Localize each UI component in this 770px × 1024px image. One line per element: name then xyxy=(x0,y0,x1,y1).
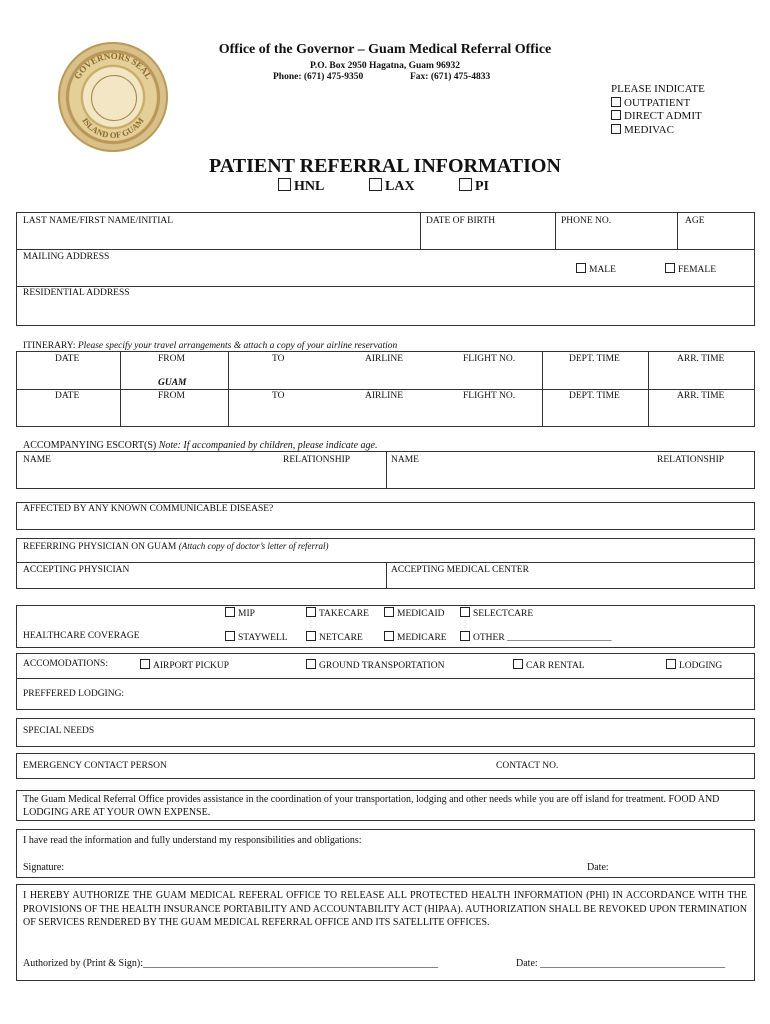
escort-heading: ACCOMPANYING ESCORT(S) Note: If accompanied by children, please indicate age. xyxy=(23,440,378,451)
itinerary-col-from: FROM xyxy=(158,354,185,364)
itinerary-heading: ITINERARY: Please specify your travel arrangements & attach a copy of your airline reservation xyxy=(23,341,398,351)
accepting-physician-field[interactable]: ACCEPTING PHYSICIAN xyxy=(23,565,130,575)
male-option[interactable]: MALE xyxy=(576,263,616,275)
office-phone: Phone: (671) 475-9350 xyxy=(273,72,364,82)
staywell-checkbox[interactable] xyxy=(225,631,235,641)
coverage-takecare[interactable]: TAKECARE xyxy=(306,607,369,619)
dob-field[interactable]: DATE OF BIRTH xyxy=(426,216,496,226)
signature-date-field[interactable]: Date: xyxy=(587,862,609,873)
itinerary-col-to: TO xyxy=(272,354,285,364)
direct-admit-option[interactable]: DIRECT ADMIT xyxy=(611,110,705,124)
lodging-checkbox[interactable] xyxy=(666,659,676,669)
itinerary-col-date: DATE xyxy=(55,354,80,364)
airport-pickup-option[interactable]: AIRPORT PICKUP xyxy=(140,659,229,671)
itinerary-col-arr: ARR. TIME xyxy=(677,354,725,364)
disease-field[interactable]: AFFECTED BY ANY KNOWN COMMUNICABLE DISEASE? xyxy=(23,504,274,514)
phone-field[interactable]: PHONE NO. xyxy=(561,216,612,226)
special-needs-section xyxy=(16,718,755,747)
destination-lax[interactable]: LAX xyxy=(369,178,415,195)
female-option[interactable]: FEMALE xyxy=(665,263,716,275)
form-title: PATIENT REFERRAL INFORMATION xyxy=(209,155,561,177)
preferred-lodging-field[interactable]: PREFFERED LODGING: xyxy=(23,689,125,699)
escort-name-field[interactable]: NAME xyxy=(23,455,51,465)
contact-no-field[interactable]: CONTACT NO. xyxy=(496,761,559,771)
female-checkbox[interactable] xyxy=(665,263,675,273)
selectcare-checkbox[interactable] xyxy=(460,607,470,617)
mailing-address-field[interactable]: MAILING ADDRESS xyxy=(23,252,110,262)
office-title: Office of the Governor – Guam Medical Referral Office xyxy=(218,42,552,57)
itinerary-row2-dept: DEPT. TIME xyxy=(569,391,620,401)
lax-checkbox[interactable] xyxy=(369,178,382,191)
office-fax: Fax: (671) 475-4833 xyxy=(410,72,491,82)
governors-seal-logo xyxy=(58,42,168,152)
coverage-medicare[interactable]: MEDICARE xyxy=(384,631,447,643)
hnl-checkbox[interactable] xyxy=(278,178,291,191)
medicaid-checkbox[interactable] xyxy=(384,607,394,617)
age-field[interactable]: AGE xyxy=(685,216,705,226)
emergency-contact-field[interactable]: EMERGENCY CONTACT PERSON xyxy=(23,761,167,771)
svg-text:ISLAND OF GUAM: ISLAND OF GUAM xyxy=(80,115,146,141)
itinerary-row2-date: DATE xyxy=(55,391,80,401)
netcare-checkbox[interactable] xyxy=(306,631,316,641)
itinerary-guam-label: GUAM xyxy=(158,378,187,388)
itinerary-row2-from: FROM xyxy=(158,391,185,401)
admission-type-group xyxy=(611,83,705,137)
authorization-date-field[interactable]: Date: _____________________________________ xyxy=(516,958,726,969)
airport-pickup-checkbox[interactable] xyxy=(140,659,150,669)
itinerary-col-dept: DEPT. TIME xyxy=(569,354,620,364)
coverage-selectcare[interactable]: SELECTCARE xyxy=(460,607,533,619)
ground-transport-checkbox[interactable] xyxy=(306,659,316,669)
destination-pi[interactable]: PI xyxy=(459,178,489,195)
authorized-by-field[interactable]: Authorized by (Print & Sign):___________________________________________________________ xyxy=(23,958,438,969)
patient-info-section xyxy=(16,212,755,326)
ground-transport-option[interactable]: GROUND TRANSPORTATION xyxy=(306,659,444,671)
escort2-name-field[interactable]: NAME xyxy=(391,455,419,465)
coverage-mip[interactable]: MIP xyxy=(225,607,255,619)
car-rental-checkbox[interactable] xyxy=(513,659,523,669)
patient-name-field[interactable]: LAST NAME/FIRST NAME/INITIAL xyxy=(23,216,174,226)
accepting-center-field[interactable]: ACCEPTING MEDICAL CENTER xyxy=(391,565,529,575)
itinerary-row2-airline: AIRLINE xyxy=(365,391,403,401)
direct-admit-checkbox[interactable] xyxy=(611,110,621,120)
itinerary-row2-arr: ARR. TIME xyxy=(677,391,725,401)
indicate-title: PLEASE INDICATE xyxy=(611,83,705,95)
svg-text:GOVERNORS SEAL: GOVERNORS SEAL xyxy=(72,50,154,81)
coverage-netcare[interactable]: NETCARE xyxy=(306,631,363,643)
office-address: P.O. Box 2950 Hagatna, Guam 96932 xyxy=(309,61,461,71)
destination-hnl[interactable]: HNL xyxy=(278,178,324,195)
itinerary-row2-to: TO xyxy=(272,391,285,401)
authorization-text: I HEREBY AUTHORIZE THE GUAM MEDICAL REFERAL OFFICE TO RELEASE ALL PROTECTED HEALTH INFORMATION (PHI) IN ACCORDANCE WITH THE PROVISIONS OF THE HEALTH INSURANCE PORTABILITY AND ACCOUNTABILITY ACT (HIPAA). AUTHORIZATION SHALL BE REVOKED UPON TERMINATION OF SERVICES RENDERED BY THE GUAM MEDICAL REFERRAL OFFICE AND ITS SATELLITE OFFICES. xyxy=(23,890,747,928)
mip-checkbox[interactable] xyxy=(225,607,235,617)
other-checkbox[interactable] xyxy=(460,631,470,641)
accommodations-label: ACCOMODATIONS: xyxy=(23,659,108,669)
medivac-checkbox[interactable] xyxy=(611,124,621,134)
special-needs-field[interactable]: SPECIAL NEEDS xyxy=(23,726,95,736)
itinerary-col-flight: FLIGHT NO. xyxy=(463,354,516,364)
male-checkbox[interactable] xyxy=(576,263,586,273)
seal-lettering xyxy=(58,42,168,152)
itinerary-col-airline: AIRLINE xyxy=(365,354,403,364)
coverage-staywell[interactable]: STAYWELL xyxy=(225,631,288,643)
outpatient-option[interactable]: OUTPATIENT xyxy=(611,97,705,111)
acknowledge-text: I have read the information and fully understand my responsibilities and obligations: xyxy=(23,835,362,846)
escort2-relationship-field[interactable]: RELATIONSHIP xyxy=(657,455,725,465)
outpatient-checkbox[interactable] xyxy=(611,97,621,107)
medicare-checkbox[interactable] xyxy=(384,631,394,641)
medivac-option[interactable]: MEDIVAC xyxy=(611,124,705,138)
car-rental-option[interactable]: CAR RENTAL xyxy=(513,659,585,671)
signature-field[interactable]: Signature: xyxy=(23,862,65,873)
referring-physician-field[interactable]: REFERRING PHYSICIAN ON GUAM (Attach copy of doctor’s letter of referral) xyxy=(23,541,329,552)
lodging-option[interactable]: LODGING xyxy=(666,659,722,671)
pi-checkbox[interactable] xyxy=(459,178,472,191)
takecare-checkbox[interactable] xyxy=(306,607,316,617)
coverage-label: HEALTHCARE COVERAGE xyxy=(23,631,140,641)
notice-text: The Guam Medical Referral Office provides assistance in the coordination of your transportation, lodging and other needs while you are off island for treatment. FOOD AND LODGING ARE AT YOUR OWN EXPENSE. xyxy=(23,794,720,818)
itinerary-row2-flight: FLIGHT NO. xyxy=(463,391,516,401)
coverage-medicaid[interactable]: MEDICAID xyxy=(384,607,445,619)
escort-relationship-field[interactable]: RELATIONSHIP xyxy=(283,455,351,465)
coverage-other[interactable]: OTHER ______________________ xyxy=(460,631,612,643)
residential-address-field[interactable]: RESIDENTIAL ADDRESS xyxy=(23,288,130,298)
